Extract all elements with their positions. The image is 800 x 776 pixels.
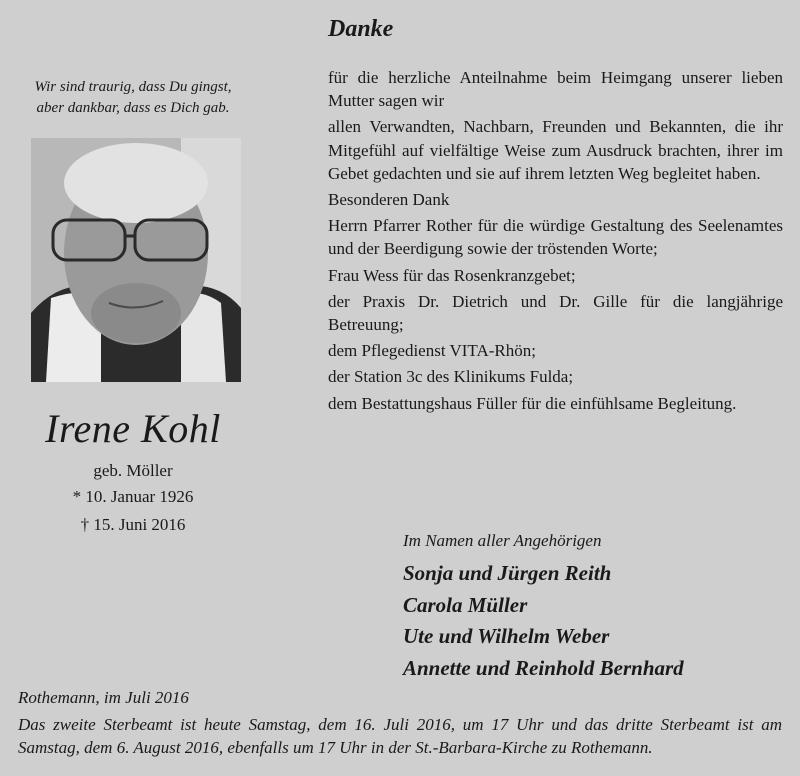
signer-name: Sonja und Jürgen Reith: [403, 561, 612, 585]
paragraph-rosary: Frau Wess für das Rosenkranzgebet;: [328, 265, 576, 285]
memorial-quote: [18, 77, 248, 119]
quote-line-1: Wir sind traurig, dass Du gingst,: [34, 79, 232, 95]
place-date: Rothemann, im Juli 2016: [18, 688, 189, 707]
thanks-text: [328, 66, 783, 418]
quote-line-2: aber dankbar, dass es Dich gab.: [36, 100, 230, 116]
paragraph-pastor: Herrn Pfarrer Rother für die würdige Gestaltung des Seelenamtes und der Beerdigung sowie der tröstenden Worte;: [328, 216, 783, 259]
maiden-name: geb. Möller: [93, 461, 173, 480]
signer-name: Carola Müller: [403, 592, 528, 617]
portrait-illustration: [31, 138, 241, 382]
signature-intro: Im Namen aller Angehörigen: [403, 531, 602, 550]
paragraph-funeral-home: dem Bestattungshaus Füller für die einfühlsame Begleitung.: [328, 393, 737, 413]
deceased-name: Irene Kohl: [45, 406, 221, 451]
paragraph-relatives: allen Verwandten, Nachbarn, Freunden und Bekannten, die ihr Mitgefühl auf vielfältige Weise zum Ausdruck brachten, ihrer im Gebet gedachten und sie auf ihrem letzten Weg begleitet haben.: [328, 117, 783, 183]
death-date: † 15. Juni 2016: [80, 515, 186, 534]
paragraph-special-thanks: Besonderen Dank: [328, 190, 450, 210]
signer-name: Annette und Reinhold Bernhard: [403, 655, 684, 680]
paragraph-hospital: der Station 3c des Klinikums Fulda;: [328, 367, 574, 387]
paragraph-care-service: dem Pflegedienst VITA-Rhön;: [328, 341, 536, 361]
paragraph-practice: der Praxis Dr. Dietrich und Dr. Gille für die langjährige Betreuung;: [328, 291, 783, 335]
portrait-photo: [31, 138, 241, 382]
heading-thanks: Danke: [328, 16, 394, 42]
requiem-note: Das zweite Sterbeamt ist heute Samstag, dem 16. Juli 2016, um 17 Uhr und das dritte Sterbeamt ist am Samstag, dem 6. August 2016, ebenfalls um 17 Uhr in der St.-Barbara-Kirche zu Rothemann.: [18, 715, 782, 757]
paragraph-intro: für die herzliche Anteilnahme beim Heimgang unserer lieben Mutter sagen wir: [328, 68, 783, 111]
signature-names: [403, 558, 684, 684]
signer-name: Ute und Wilhelm Weber: [403, 624, 610, 648]
birth-date: * 10. Januar 1926: [72, 487, 194, 506]
